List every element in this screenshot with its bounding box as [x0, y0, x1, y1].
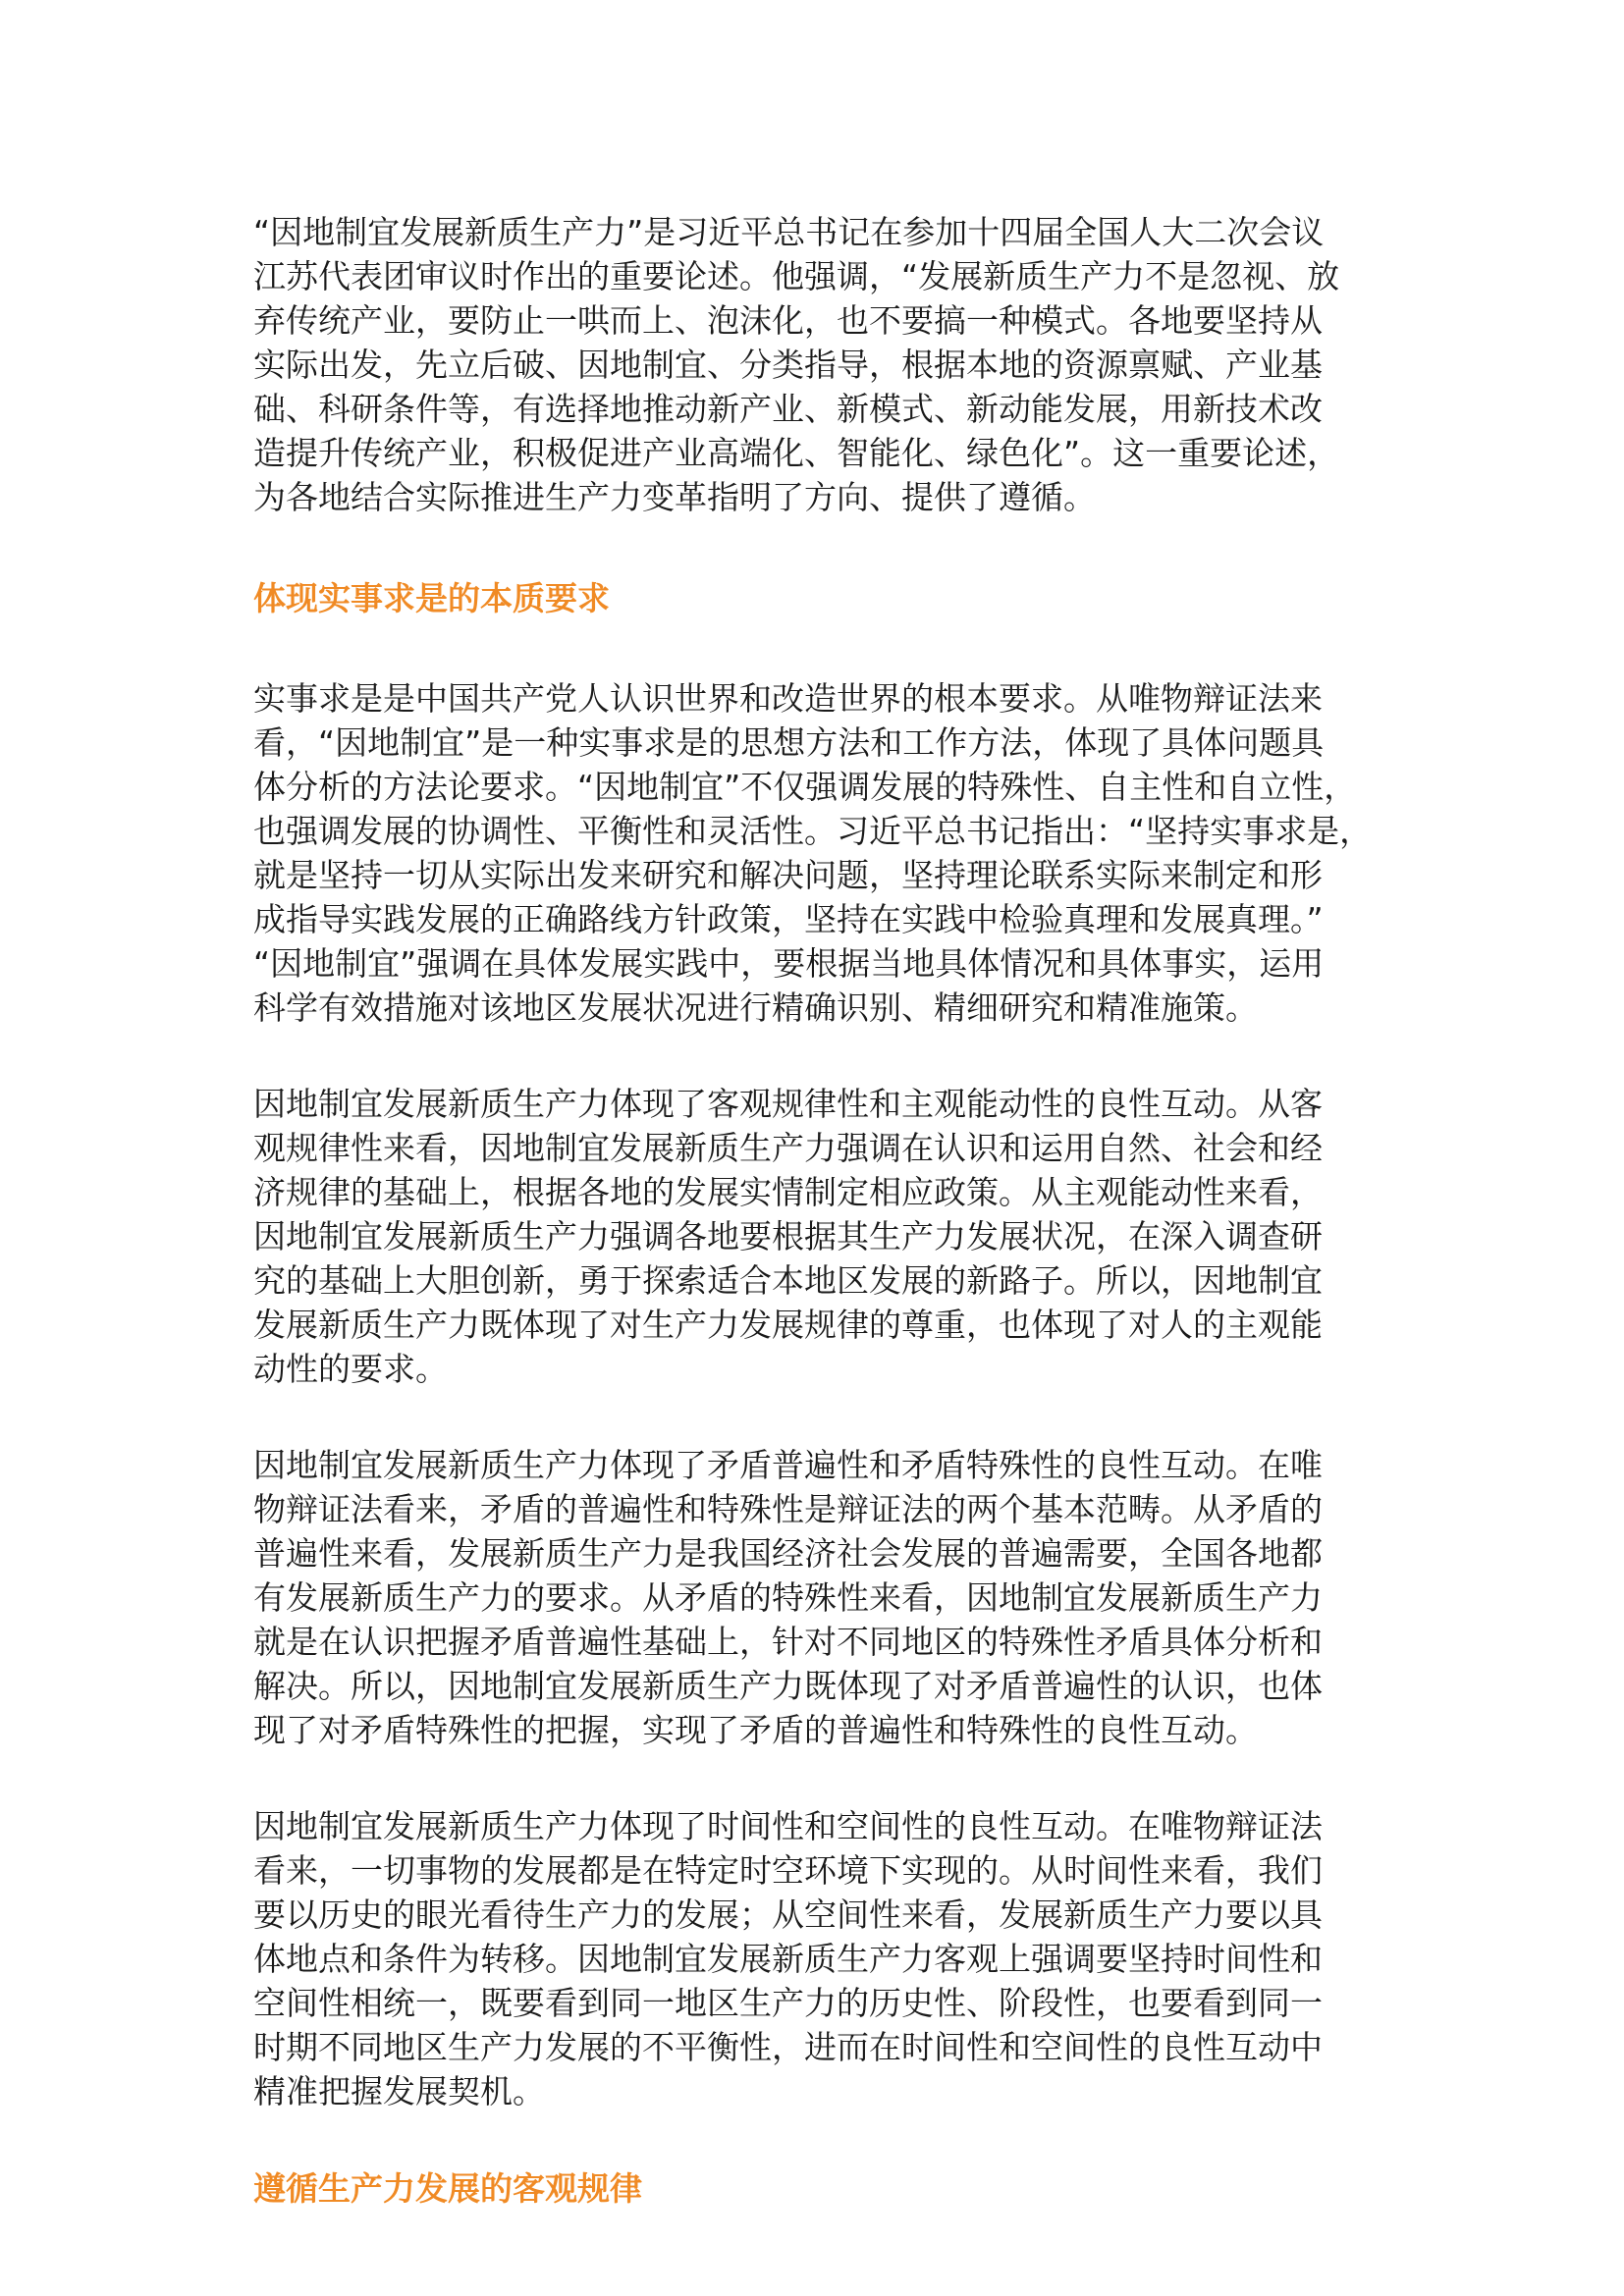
article-body — [253, 210, 1392, 2211]
paragraph-seek-truth-from-facts: 实事求是是中国共产党人认识世界和改造世界的根本要求。从唯物辩证法来 看，“因地制宜”是一种实事求是的思想方法和工作方法，体现了具体问题具 体分析的方法论要求。“因地制宜”不仅强调发展的特殊性、自主性和自立性， 也强调发展的协调性、平衡性和灵活性。习近平总书记指出：“坚持实事求是， 就是坚持一切从实际出发来研究和解决问题，坚持理论联系实际来制定和形 成指导实践发展的正确路线方针政策，坚持在实践中检验真理和发展真理。” “因地制宜”强调在具体发展实践中，要根据当地具体情况和具体事实，运用 科学有效措施对该地区发展状况进行精确识别、精细研究和精准施策。 — [253, 679, 1373, 1027]
intro-paragraph: “因地制宜发展新质生产力”是习近平总书记在参加十四届全国人大二次会议 江苏代表团审议时作出的重要论述。他强调，“发展新质生产力不是忽视、放 弃传统产业，要防止一哄而上、泡沫化，也不要搞一种模式。各地要坚持从 实际出发，先立后破、因地制宜、分类指导，根据本地的资源禀赋、产业基 础、科研条件等，有选择地推动新产业、新模式、新动能发展，用新技术改 造提升传统产业，积极促进产业高端化、智能化、绿色化”。这一重要论述， 为各地结合实际推进生产力变革指明了方向、提供了遵循。 — [253, 213, 1340, 516]
paragraph-contradiction-universality-particularity: 因地制宜发展新质生产力体现了矛盾普遍性和矛盾特殊性的良性互动。在唯 物辩证法看来，矛盾的普遍性和特殊性是辩证法的两个基本范畴。从矛盾的 普遍性来看，发展新质生产力是我国经济社会发展的普遍需要，全国各地都 有发展新质生产力的要求。从矛盾的特殊性来看，因地制宜发展新质生产力 就是在认识把握矛盾普遍性基础上，针对不同地区的特殊性矛盾具体分析和 解决。所以，因地制宜发展新质生产力既体现了对矛盾普遍性的认识，也体 现了对矛盾特殊性的把握，实现了矛盾的普遍性和特殊性的良性互动。 — [253, 1446, 1323, 1749]
paragraph-time-space-interaction: 因地制宜发展新质生产力体现了时间性和空间性的良性互动。在唯物辩证法 看来，一切事物的发展都是在特定时空环境下实现的。从时间性来看，我们 要以历史的眼光看待生产力的发展；从空间性来看，发展新质生产力要以具 体地点和条件为转移。因地制宜发展新质生产力客观上强调要坚持时间性和 空间性相统一，既要看到同一地区生产力的历史性、阶段性，也要看到同一 时期不同地区生产力发展的不平衡性，进而在时间性和空间性的良性互动中 精准把握发展契机。 — [253, 1807, 1323, 2110]
section-heading-objective-laws: 遵循生产力发展的客观规律 — [253, 2169, 642, 2208]
paragraph-objective-law-subjective-initiative: 因地制宜发展新质生产力体现了客观规律性和主观能动性的良性互动。从客 观规律性来看，因地制宜发展新质生产力强调在认识和运用自然、社会和经 济规律的基础上，根据各地的发展实情制定相应政策。从主观能动性来看， 因地制宜发展新质生产力强调各地要根据其生产力发展状况，在深入调查研 究的基础上大胆创新，勇于探索适合本地区发展的新路子。所以，因地制宜 发展新质生产力既体现了对生产力发展规律的尊重，也体现了对人的主观能 动性的要求。 — [253, 1085, 1323, 1388]
section-heading-essential-requirement: 体现实事求是的本质要求 — [253, 579, 610, 617]
